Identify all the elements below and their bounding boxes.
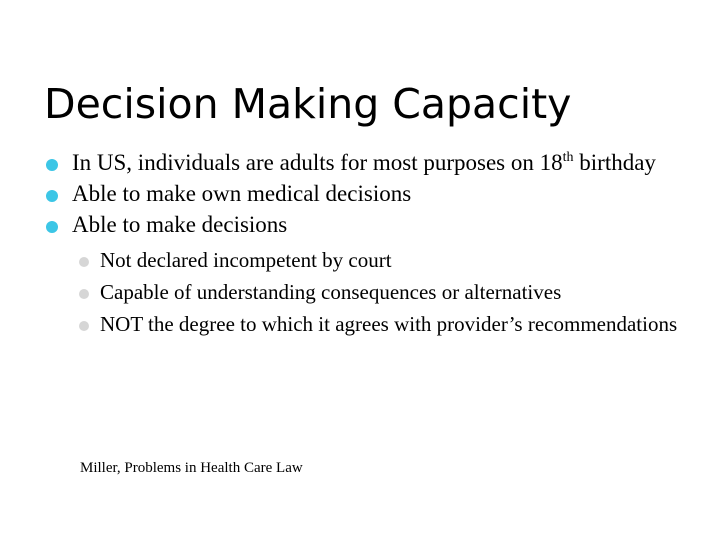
sub-bullet-text: Capable of understanding consequences or alternatives bbox=[100, 280, 562, 304]
bullet-icon bbox=[46, 221, 58, 233]
bullet-text: Able to make own medical decisions bbox=[72, 181, 412, 206]
bullet-icon bbox=[46, 190, 58, 202]
sub-bullet-item bbox=[74, 312, 704, 337]
slide-title: Decision Making Capacity bbox=[44, 80, 572, 128]
sub-bullet-text: Not declared incompetent by court bbox=[100, 248, 392, 272]
sub-bullet-item bbox=[74, 248, 704, 273]
sub-bullet-list bbox=[74, 248, 704, 337]
sub-bullet-text: NOT the degree to which it agrees with provider’s recommendations bbox=[100, 312, 678, 336]
bullet-text-continued: birthday bbox=[573, 150, 656, 175]
bullet-icon bbox=[46, 159, 58, 171]
bullet-text: In US, individuals are adults for most purposes on 18 bbox=[72, 150, 563, 175]
bullet-item bbox=[44, 150, 704, 176]
citation: Miller, Problems in Health Care Law bbox=[80, 460, 303, 476]
bullet-item bbox=[44, 212, 704, 238]
sub-bullet-icon bbox=[79, 257, 89, 267]
bullet-text: Able to make decisions bbox=[72, 212, 288, 237]
bullet-item bbox=[44, 181, 704, 207]
sub-bullet-icon bbox=[79, 289, 89, 299]
bullet-list bbox=[44, 150, 704, 344]
ordinal-superscript: th bbox=[562, 150, 574, 165]
sub-bullet-icon bbox=[79, 321, 89, 331]
sub-bullet-item bbox=[74, 280, 704, 305]
